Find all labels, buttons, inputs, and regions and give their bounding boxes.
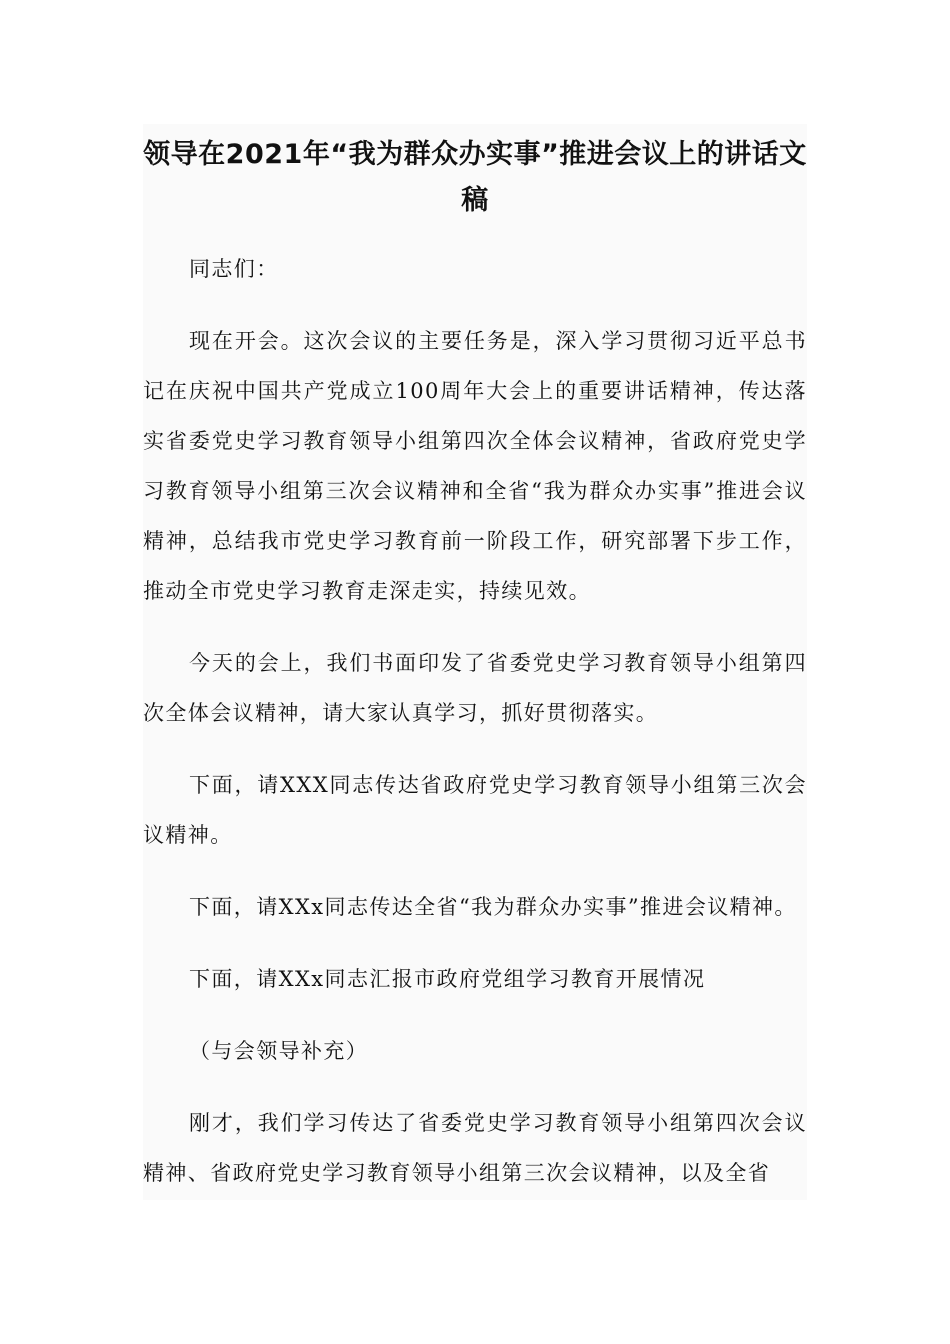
paragraph-opening: 现在开会。这次会议的主要任务是，深入学习贯彻习近平总书记在庆祝中国共产党成立100周年大会上的重要讲话精神，传达落实省委党史学习教育领导小组第四次全体会议精神，省政府党史学习教育领导小组第三次会议精神和全省“我为群众办实事”推进会议精神，总结我市党史学习教育前一阶段工作，研究部署下步工作，推动全市党史学习教育走深走实，持续见效。 [143, 329, 807, 603]
paragraph-agenda-1: 下面，请XXX同志传达省政府党史学习教育领导小组第三次会议精神。 [143, 773, 807, 847]
salutation: 同志们： [189, 257, 279, 281]
document-title: 领导在2021年“我为群众办实事”推进会议上的讲话文稿 [143, 139, 807, 216]
paragraph-summary: 刚才，我们学习传达了省委党史学习教育领导小组第四次会议精神、省政府党史学习教育领导小组第三次会议精神，以及全省 [143, 1111, 807, 1185]
paragraph-leader-supplement: （与会领导补充） [189, 1039, 369, 1063]
paragraph-agenda-2: 下面，请XXx同志传达全省“我为群众办实事”推进会议精神。 [189, 895, 797, 919]
paragraph-agenda-3: 下面，请XXx同志汇报市政府党组学习教育开展情况 [189, 967, 706, 991]
document-body [143, 244, 807, 1198]
document-page [143, 124, 807, 1200]
paragraph-printed-materials: 今天的会上，我们书面印发了省委党史学习教育领导小组第四次全体会议精神，请大家认真学习，抓好贯彻落实。 [143, 651, 807, 725]
